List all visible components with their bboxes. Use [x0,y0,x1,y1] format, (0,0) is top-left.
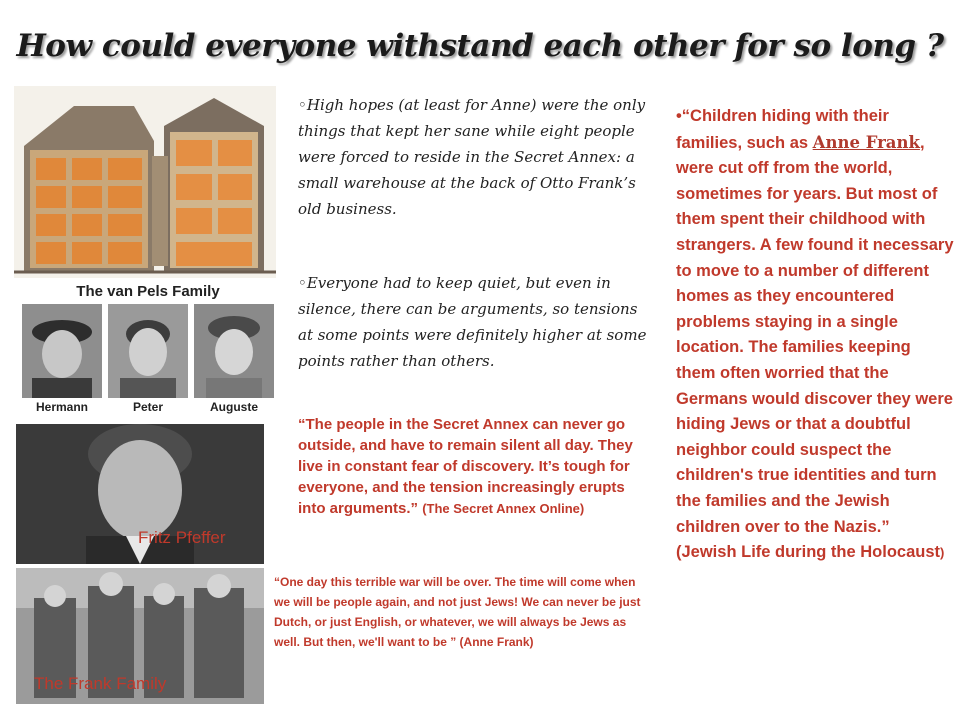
bullet-high-hopes-text: High hopes (at least for Anne) were the only things that kept her sane while eight people were forced to reside in the Secret Annex: a small warehouse at the back of Otto Frank’s old business. [298,96,646,218]
jewish-life-quote-part1: “Children hiding with their families, such as [676,107,889,152]
anne-frank-quote: “One day this terrible war will be over. The time will come when we will be people again, and not just Jews! We can never be just Dutch, or just English, or whatever, we will always be Jews as well. But then, we'll want to be ” (Anne Frank) [274,575,641,649]
jewish-life-quote-source: Jewish Life during the Holocaust [681,543,941,562]
secret-annex-quote-source: (The Secret Annex Online) [422,501,585,516]
bullet-mark: ◦ [298,96,307,114]
bullet-mark: • [676,107,682,125]
secret-annex-quote [298,414,650,519]
frank-family-label: The Frank Family [34,674,167,693]
secret-annex-quote-text: “The people in the Secret Annex can never go outside, and have to remain silent all day. They live in constant fear of discovery. It’s tough for everyone, and the tension increasingly erupts into arguments.” [298,416,633,517]
jewish-life-quote [676,104,954,566]
fritz-pfeffer-label: Fritz Pfeffer [138,528,226,547]
slide-title: How could everyone withstand each other for so long ? [16,28,944,64]
name-hermann: Hermann [35,400,88,414]
peter-portrait [108,304,188,398]
jewish-life-quote-close: ) [940,545,945,561]
jewish-life-quote-part2: , were cut off from the world, sometimes for years. But most of them spent their childhood with strangers. A few found it necessary to move to a number of different homes as they encountered problems staying in a single location. The families keeping them often worried that the Germans would discover they were hiding Jews or that a doubtful neighbor could suspect the children's true identities and turn the families and the Jewish children over to the Nazis.” ( [676,133,954,562]
bullet-mark: ◦ [298,274,307,292]
auguste-portrait [194,304,274,398]
fritz-pfeffer-photo [16,424,264,564]
house-cutaway-image [14,86,276,278]
van-pels-family-photo [18,280,278,420]
bullet-keep-quiet-text: Everyone had to keep quiet, but even in silence, there can be arguments, so tensions at some points were definitely higher at some points rather than others. [298,274,647,370]
hermann-portrait [22,304,102,398]
frank-family-photo [16,568,264,704]
van-pels-caption: The van Pels Family [76,283,220,300]
bullet-high-hopes [298,92,648,222]
name-auguste: Auguste [210,400,258,414]
anne-frank-link[interactable]: Anne Frank [812,132,920,152]
bullet-keep-quiet [298,270,648,374]
name-peter: Peter [132,400,164,414]
